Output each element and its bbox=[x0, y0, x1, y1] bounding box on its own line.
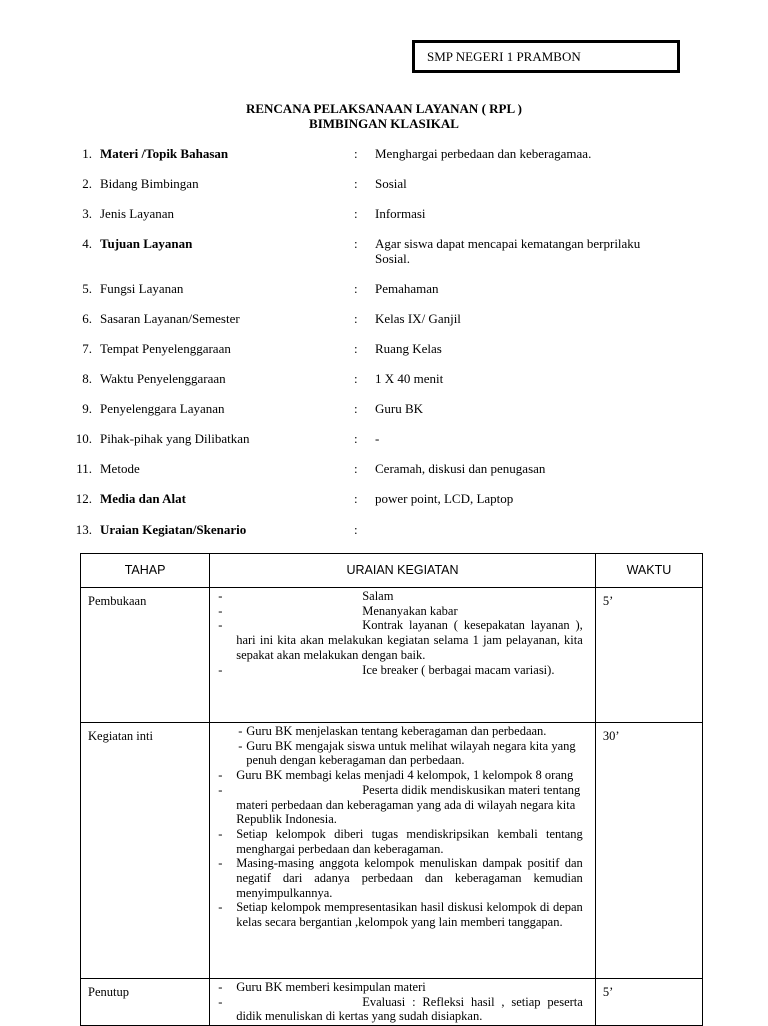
item-colon: : bbox=[354, 461, 358, 476]
item-value: Sosial bbox=[375, 176, 407, 191]
item-colon: : bbox=[354, 401, 358, 416]
item-colon: : bbox=[354, 431, 358, 446]
item-number: 6. bbox=[82, 311, 92, 326]
item-colon: : bbox=[354, 281, 358, 296]
rpl-item bbox=[0, 281, 768, 311]
item-number: 12. bbox=[75, 491, 92, 506]
item-value: Ruang Kelas bbox=[375, 341, 442, 356]
list-item: - Evaluasi : Refleksi hasil , setiap peserta didik menuliskan di kertas yang sudah disiapkan. bbox=[218, 994, 583, 1024]
header-waktu: WAKTU bbox=[595, 554, 702, 588]
item-number: 9. bbox=[82, 401, 92, 416]
item-value: 1 X 40 menit bbox=[375, 371, 444, 386]
item-label: Materi /Topik Bahasan bbox=[100, 146, 229, 161]
item-colon: : bbox=[354, 236, 358, 251]
item-label: Media dan Alat bbox=[100, 491, 186, 506]
list-item: - Ice breaker ( berbagai macam variasi). bbox=[218, 662, 555, 677]
item-colon: : bbox=[354, 371, 358, 386]
item-value: Informasi bbox=[375, 206, 426, 221]
tahap-cell: Pembukaan bbox=[81, 588, 210, 723]
item-label: Bidang Bimbingan bbox=[100, 176, 199, 191]
rpl-item bbox=[0, 236, 768, 266]
item-colon: : bbox=[354, 206, 358, 221]
table-row-pembukaan bbox=[81, 588, 703, 723]
rpl-item bbox=[0, 371, 768, 401]
item-number: 2. bbox=[82, 176, 92, 191]
school-name-box: SMP NEGERI 1 PRAMBON bbox=[412, 40, 680, 73]
rpl-item bbox=[0, 146, 768, 176]
item-label: Pihak-pihak yang Dilibatkan bbox=[100, 431, 250, 446]
tahap-cell: Penutup bbox=[81, 979, 210, 1026]
waktu-cell: 30’ bbox=[595, 723, 702, 979]
list-item: - Masing-masing anggota kelompok menuliskan dampak positif dan negatif dari adanya perbedaan dan keberagaman kemudian menyimpulkannya. bbox=[218, 856, 583, 900]
list-item: - Setiap kelompok diberi tugas mendiskripsikan kembali tentang menghargai perbedaan dan keberagaman. bbox=[218, 826, 583, 856]
uraian-cell bbox=[210, 723, 596, 979]
item-label: Metode bbox=[100, 461, 140, 476]
item-label: Waktu Penyelenggaraan bbox=[100, 371, 226, 386]
item-number: 13. bbox=[75, 522, 92, 537]
item-label: Uraian Kegiatan/Skenario bbox=[100, 522, 247, 537]
uraian-cell bbox=[210, 979, 596, 1026]
list-item: - Kontrak layanan ( kesepakatan layanan ), hari ini kita akan melakukan kegiatan selama 1 jam pelayanan, kita sepakat akan melakukan dengan baik. bbox=[218, 618, 583, 662]
item-value: Kelas IX/ Ganjil bbox=[375, 311, 461, 326]
item-value: Agar siswa dapat mencapai kematangan berprilaku Sosial. bbox=[375, 236, 641, 266]
list-item: - Guru BK menjelaskan tentang keberagaman dan perbedaan. bbox=[238, 724, 547, 738]
header-tahap: TAHAP bbox=[81, 554, 210, 588]
item-label: Sasaran Layanan/Semester bbox=[100, 311, 240, 326]
rpl-item bbox=[0, 491, 768, 521]
item-number: 4. bbox=[82, 236, 92, 251]
item-colon: : bbox=[354, 491, 358, 506]
table-row-kegiatan-inti bbox=[81, 723, 703, 979]
rpl-item bbox=[0, 431, 768, 461]
item-number: 10. bbox=[75, 431, 92, 446]
waktu-cell: 5’ bbox=[595, 588, 702, 723]
item-number: 8. bbox=[82, 371, 92, 386]
waktu-cell: 5’ bbox=[595, 979, 702, 1026]
table-row-penutup bbox=[81, 979, 703, 1026]
item-colon: : bbox=[354, 176, 358, 191]
item-number: 11. bbox=[76, 461, 92, 476]
item-label: Tempat Penyelenggaraan bbox=[100, 341, 231, 356]
item-value: - bbox=[375, 431, 380, 446]
item-colon: : bbox=[354, 311, 358, 326]
list-item: - Menanyakan kabar bbox=[218, 603, 458, 618]
list-item: - Guru BK mengajak siswa untuk melihat wilayah negara kita yang penuh dengan keberagaman dan perbedaan. bbox=[238, 738, 576, 768]
list-item: - Salam bbox=[218, 589, 394, 603]
rpl-item bbox=[0, 311, 768, 341]
table-header-row bbox=[81, 554, 703, 588]
rpl-item bbox=[0, 461, 768, 491]
item-value: Menghargai perbedaan dan keberagamaa. bbox=[375, 146, 592, 161]
list-item: - Setiap kelompok mempresentasikan hasil diskusi kelompok di depan kelas secara bergantian ,kelompok yang lain memberi tanggapan. bbox=[218, 900, 583, 930]
list-item: - Peserta didik mendiskusikan materi tentang materi perbedaan dan keberagaman yang ada di wilayah negara kita Republik Indonesia. bbox=[218, 782, 581, 827]
item-colon: : bbox=[354, 146, 358, 161]
rpl-item bbox=[0, 206, 768, 236]
item-number: 5. bbox=[82, 281, 92, 296]
item-label: Tujuan Layanan bbox=[100, 236, 193, 251]
rpl-item bbox=[0, 341, 768, 371]
item-value: power point, LCD, Laptop bbox=[375, 491, 514, 506]
list-item: - Guru BK membagi kelas menjadi 4 kelompok, 1 kelompok 8 orang bbox=[218, 768, 574, 783]
item-colon: : bbox=[354, 522, 358, 537]
item-label: Jenis Layanan bbox=[100, 206, 175, 221]
item-number: 7. bbox=[82, 341, 92, 356]
document-title: RENCANA PELAKSANAAN LAYANAN ( RPL ) bbox=[245, 101, 523, 116]
item-number: 1. bbox=[82, 146, 92, 161]
item-label: Penyelenggara Layanan bbox=[100, 401, 225, 416]
document-subtitle: BIMBINGAN KLASIKAL bbox=[309, 116, 459, 131]
rpl-item bbox=[0, 522, 768, 552]
item-value: Ceramah, diskusi dan penugasan bbox=[375, 461, 546, 476]
list-item: - Guru BK memberi kesimpulan materi bbox=[218, 980, 426, 994]
tahap-cell: Kegiatan inti bbox=[81, 723, 210, 979]
item-value: Pemahaman bbox=[375, 281, 439, 296]
item-label: Fungsi Layanan bbox=[100, 281, 184, 296]
header-uraian: URAIAN KEGIATAN bbox=[210, 554, 596, 588]
activity-table bbox=[80, 553, 703, 1026]
item-colon: : bbox=[354, 341, 358, 356]
item-number: 3. bbox=[82, 206, 92, 221]
uraian-cell bbox=[210, 588, 596, 723]
item-value: Guru BK bbox=[375, 401, 424, 416]
rpl-item bbox=[0, 401, 768, 431]
rpl-item bbox=[0, 176, 768, 206]
